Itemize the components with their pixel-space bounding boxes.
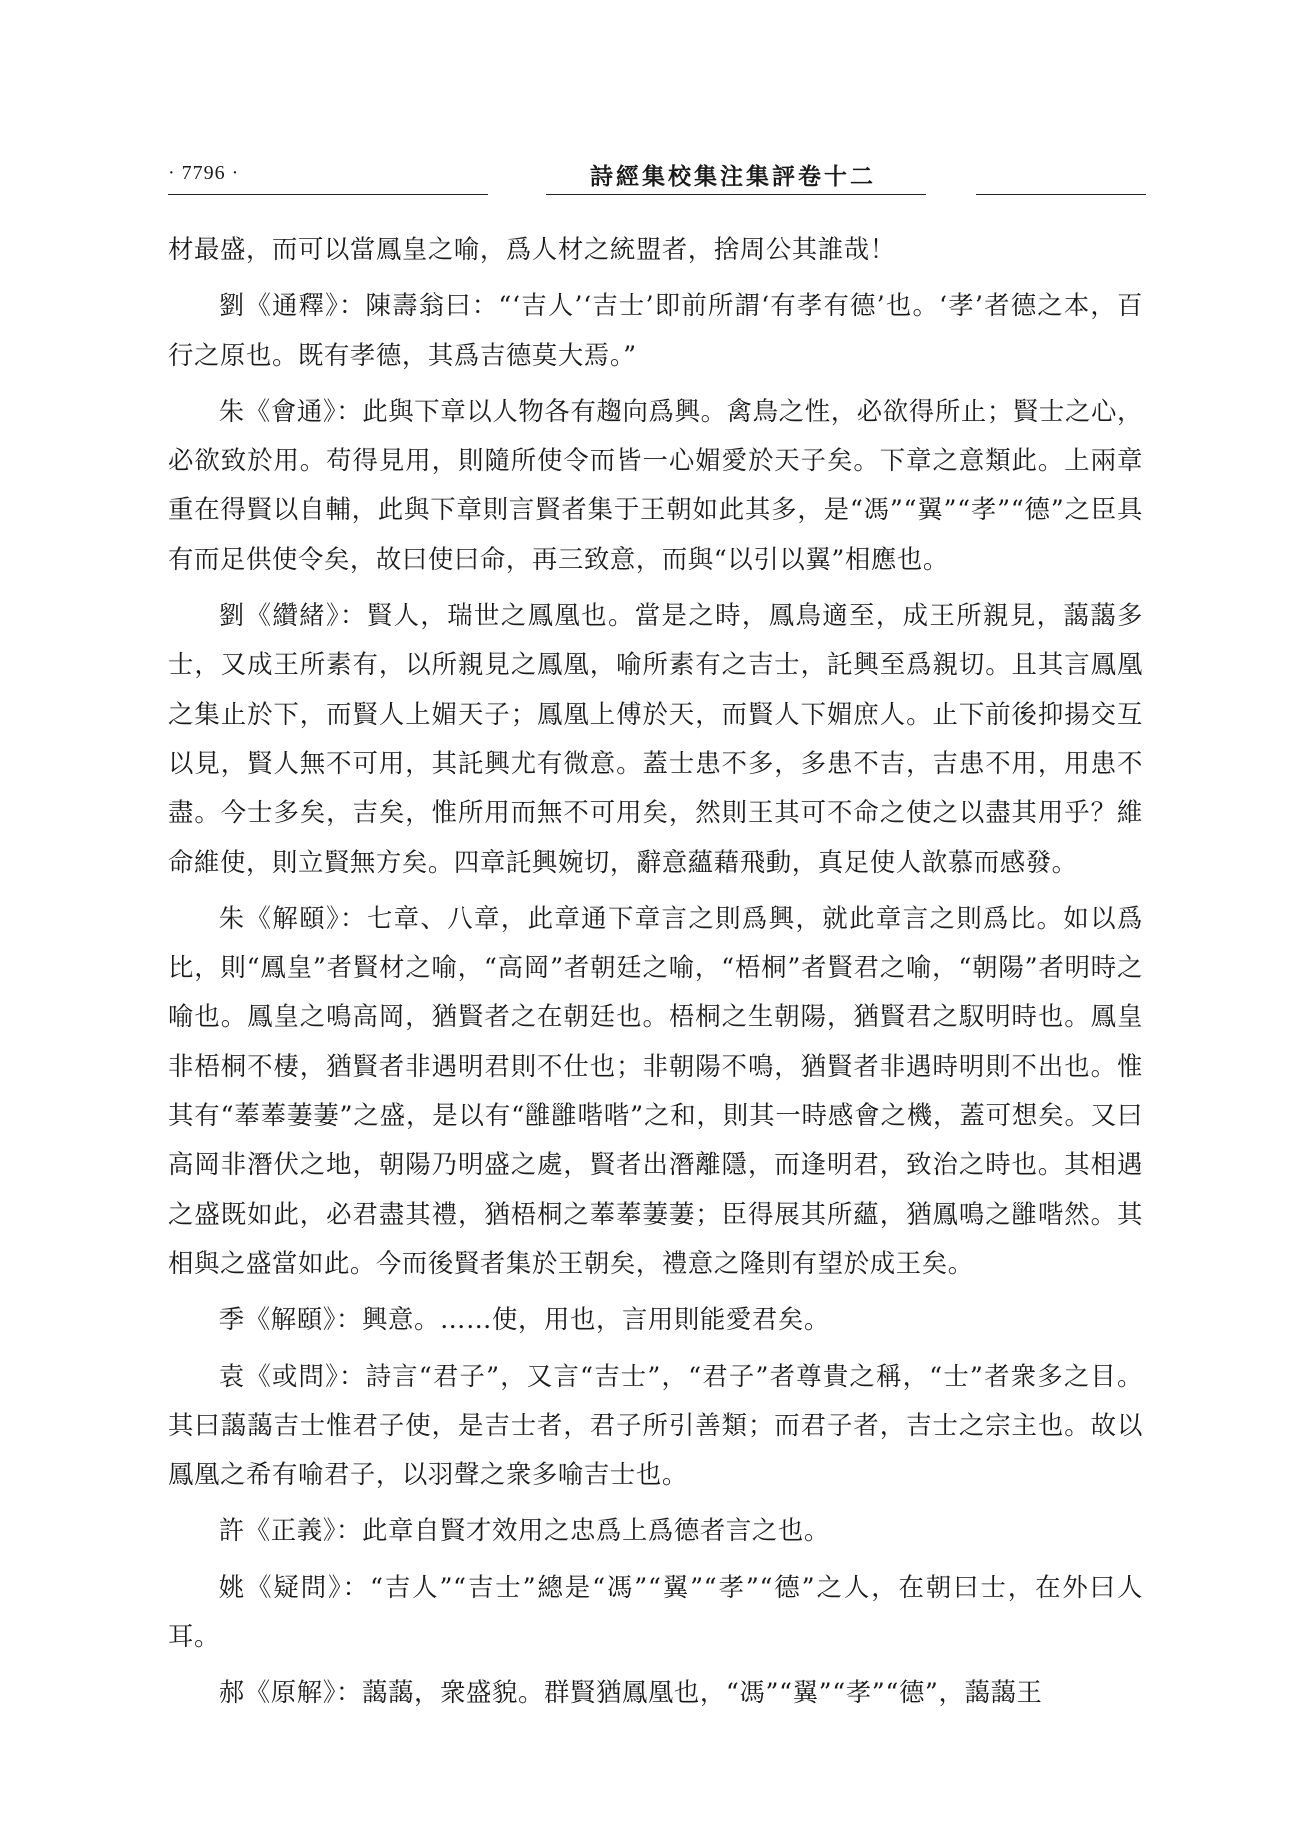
page-header bbox=[168, 158, 1146, 198]
paragraph-zhu-jieyi: 朱《解頤》：七章、八章，此章通下章言之則爲興，就此章言之則爲比。如以爲比，則“鳳皇”者賢材之喻，“高岡”者朝廷之喻，“梧桐”者賢君之喻，“朝陽”者明時之喻也。鳳皇之鳴高岡，猶賢者之在朝廷也。梧桐之生朝陽，猶賢君之馭明時也。鳳皇非梧桐不棲，猶賢者非遇明君則不仕也；非朝陽不鳴，猶賢者非遇時明則不出也。惟其有“菶菶萋萋”之盛，是以有“雝雝喈喈”之和，則其一時感會之機，蓋可想矣。又曰高岡非潛伏之地，朝陽乃明盛之處，賢者出潛離隱，而逢明君，致治之時也。其相遇之盛既如此，必君盡其禮，猶梧桐之菶菶萋萋；臣得展其所蘊，猶鳳鳴之雝喈然。其相與之盛當如此。今而後賢者集於王朝矣，禮意之隆則有望於成王矣。 bbox=[168, 902, 1143, 1278]
running-title: 詩經集校集注集評卷十二 bbox=[590, 163, 876, 190]
paragraph-liu-zuanxu: 劉《纘緒》：賢人，瑞世之鳳凰也。當是之時，鳳鳥適至，成王所親見，藹藹多士，又成王所素有，以所親見之鳳凰，喻所素有之吉士，託興至爲親切。且其言鳳凰之集止於下，而賢人上媚天子；鳳凰上傅於天，而賢人下媚庶人。止下前後抑揚交互以見，賢人無不可用，其託興尤有微意。蓋士患不多，多患不吉，吉患不用，用患不盡。今士多矣，吉矣，惟所用而無不可用矣，然則王其可不命之使之以盡其用乎？維命維使，則立賢無方矣。四章託興婉切，辭意蘊藉飛動，真足使人歆慕而感發。 bbox=[168, 600, 1143, 877]
paragraph-zhu-huitong: 朱《會通》：此與下章以人物各有趨向爲興。禽鳥之性，必欲得所止；賢士之心，必欲致於用。苟得見用，則隨所使令而皆一心媚愛於天子矣。下章之意類此。上兩章重在得賢以自輔，此與下章則言賢者集于王朝如此其多，是“馮”“翼”“孝”“德”之臣具有而足供使令矣，故曰使曰命，再三致意，而與“以引以翼”相應也。 bbox=[168, 395, 1143, 574]
page-number: · 7796 · bbox=[168, 162, 240, 184]
header-rule-left bbox=[168, 194, 488, 195]
paragraph-xu-zhengyi: 許《正義》：此章自賢才效用之忠爲上爲德者言之也。 bbox=[218, 1515, 830, 1546]
paragraph-ji-jieyi: 季《解頤》：興意。……使，用也，言用則能愛君矣。 bbox=[218, 1304, 830, 1335]
commentary-body bbox=[168, 225, 1143, 1725]
paragraph-yao-yiwen: 姚《疑問》：“吉人”“吉士”總是“馮”“翼”“孝”“德”之人，在朝曰士，在外曰人耳。 bbox=[168, 1571, 1143, 1652]
paragraph-hao-yuanjie: 郝《原解》：藹藹，衆盛貌。群賢猶鳳凰也，“馮”“翼”“孝”“德”，藹藹王 bbox=[218, 1677, 1043, 1708]
paragraph-liu-tongshi: 劉《通釋》：陳壽翁曰：“‘吉人’‘吉士’即前所謂‘有孝有德’也。‘孝’者德之本，百行之原也。既有孝德，其爲吉德莫大焉。” bbox=[168, 290, 1143, 370]
header-rule-right bbox=[976, 194, 1146, 195]
header-rule-middle bbox=[546, 194, 926, 195]
paragraph-continuation: 材最盛，而可以當鳳皇之喻，爲人材之統盟者，捨周公其誰哉！ bbox=[168, 234, 896, 264]
paragraph-yuan-huowen: 袁《或問》：詩言“君子”，又言“吉士”，“君子”者尊貴之稱，“士”者衆多之目。其曰藹藹吉士惟君子使，是吉士者，君子所引善類；而君子者，吉士之宗主也。故以鳳凰之希有喻君子，以羽聲之衆多喻吉士也。 bbox=[168, 1360, 1143, 1490]
